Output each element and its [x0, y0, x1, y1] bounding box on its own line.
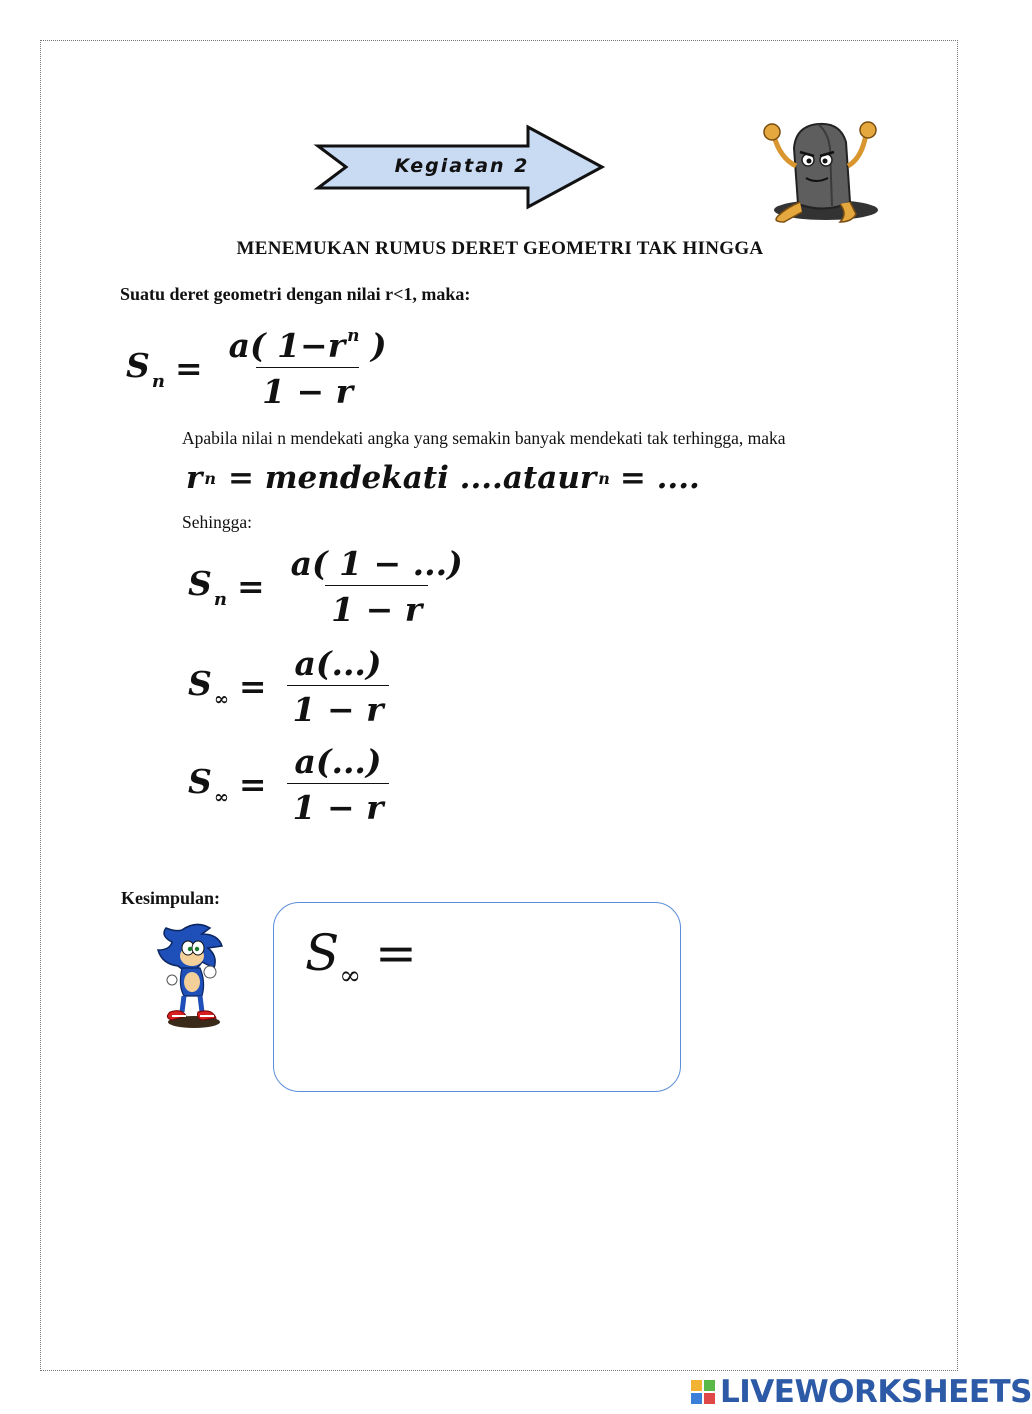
formula1-numerator: a( 1−r $^n$ ): [228, 326, 387, 365]
sehingga-text: Sehingga:: [182, 512, 252, 532]
formula4-numerator: a(...): [294, 742, 382, 781]
formula3-denominator: 1 − r: [287, 685, 390, 729]
formula-sn-substituted: S $_n$ = $\frac{a( 1 - ...)}{1 - r}$: [188, 544, 469, 629]
formula1-lhs: S: [126, 345, 150, 385]
sonic-mascot-icon: [152, 920, 230, 1030]
kesimpulan-label: Kesimpulan:: [121, 888, 221, 908]
banner-label: Kegiatan 2: [394, 155, 530, 177]
formula4-denominator: 1 − r: [287, 783, 390, 827]
explanation-text: Apabila nilai n mendekati angka yang semakin banyak mendekati tak terhingga, maka: [182, 428, 786, 448]
formula1-denominator: 1 − r: [256, 367, 359, 411]
rock-mascot-icon: [756, 118, 886, 226]
approach-line: r n = mendekati ....atau r n = ....: [186, 460, 700, 496]
intro-text: Suatu deret geometri dengan nilai r<1, maka:: [120, 284, 471, 304]
formula-sinf-step2: S $_\infty$ = $\frac{a(...)}{1 - r}$: [188, 742, 389, 827]
formula1-lhs-sub: n: [151, 370, 165, 392]
formula3-numerator: a(...): [294, 644, 382, 683]
page-title: MENEMUKAN RUMUS DERET GEOMETRI TAK HINGGA: [236, 238, 764, 259]
formula2-denominator: 1 − r: [325, 585, 428, 629]
formula-sinf-step1: S $_\infty$ = $\frac{a(...)}{1 - r}$: [188, 644, 389, 729]
liveworksheets-logo-icon: [690, 1379, 716, 1405]
formula-sn-general: S $_n$ = $\frac{a( 1-r ^n )}{1 - r}$: [126, 326, 393, 411]
answer-formula: $S_\infty$ =: [305, 924, 417, 991]
formula2-numerator: a( 1 − ...): [290, 544, 463, 583]
liveworksheets-watermark: LIVEWORKSHEETS: [690, 1374, 1032, 1410]
